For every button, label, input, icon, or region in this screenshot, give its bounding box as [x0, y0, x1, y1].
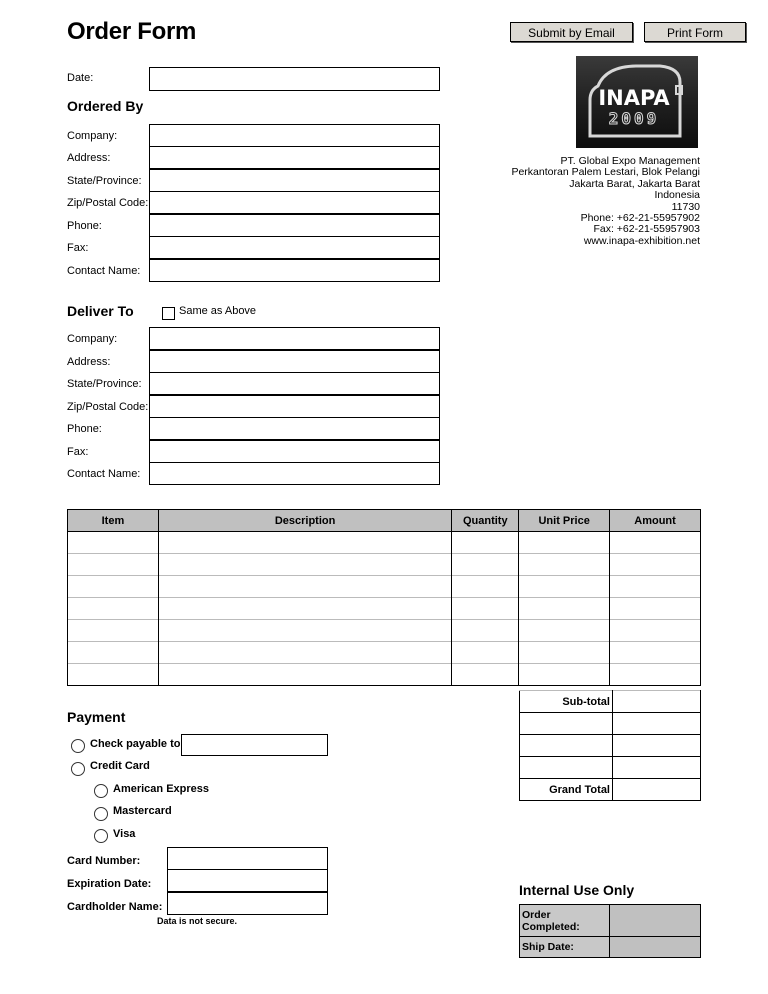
- col-amount: Amount: [610, 510, 701, 532]
- table-row: [68, 664, 701, 686]
- unit-price-cell[interactable]: [519, 576, 610, 598]
- deliver-address-label: Address:: [67, 356, 111, 368]
- deliver-contact-label: Contact Name:: [67, 468, 141, 480]
- amount-cell[interactable]: [610, 554, 701, 576]
- totals-blank-label: [520, 757, 613, 779]
- quantity-cell[interactable]: [452, 664, 519, 686]
- quantity-cell[interactable]: [452, 576, 519, 598]
- ordered-address-input[interactable]: [149, 146, 440, 169]
- col-unit-price: Unit Price: [519, 510, 610, 532]
- mastercard-label: Mastercard: [113, 805, 172, 817]
- ordered-state-label: State/Province:: [67, 175, 142, 187]
- address-country: Indonesia: [654, 189, 700, 202]
- grand-total-label: Grand Total: [520, 779, 613, 801]
- date-label: Date:: [67, 72, 94, 84]
- deliver-state-label: State/Province:: [67, 378, 142, 390]
- ordered-company-input[interactable]: [149, 124, 440, 147]
- amount-cell[interactable]: [610, 642, 701, 664]
- ordered-state-input[interactable]: [149, 169, 440, 192]
- ordered-by-heading: Ordered By: [67, 98, 144, 114]
- internal-use-heading: Internal Use Only: [519, 882, 635, 898]
- quantity-cell[interactable]: [452, 532, 519, 554]
- deliver-company-input[interactable]: [149, 327, 440, 350]
- deliver-contact-input[interactable]: [149, 462, 440, 485]
- company-name: PT. Global Expo Management: [560, 155, 700, 167]
- company-fax: Fax: +62-21-55957903: [593, 223, 700, 236]
- company-phone: Phone: +62-21-55957902: [580, 212, 700, 225]
- company-website: www.inapa-exhibition.net: [583, 234, 700, 247]
- item-cell[interactable]: [68, 576, 159, 598]
- item-cell[interactable]: [68, 664, 159, 686]
- table-row: [68, 620, 701, 642]
- ship-date-value[interactable]: [610, 937, 701, 958]
- order-completed-label: Order Completed:: [520, 905, 610, 937]
- deliver-phone-input[interactable]: [149, 417, 440, 440]
- description-cell[interactable]: [158, 620, 451, 642]
- description-cell[interactable]: [158, 664, 451, 686]
- totals-blank-value[interactable]: [613, 735, 701, 757]
- deliver-fax-label: Fax:: [67, 446, 89, 458]
- address-line: Perkantoran Palem Lestari, Blok Pelangi: [511, 166, 700, 179]
- description-cell[interactable]: [158, 554, 451, 576]
- ordered-zip-input[interactable]: [149, 191, 440, 214]
- check-payable-radio[interactable]: [71, 739, 85, 753]
- unit-price-cell[interactable]: [519, 532, 610, 554]
- subtotal-value[interactable]: [613, 691, 701, 713]
- unit-price-cell[interactable]: [519, 620, 610, 642]
- cardholder-name-input[interactable]: [167, 892, 328, 915]
- visa-radio[interactable]: [94, 829, 108, 843]
- col-quantity: Quantity: [452, 510, 519, 532]
- deliver-to-heading: Deliver To: [67, 303, 134, 319]
- ordered-company-label: Company:: [67, 130, 118, 142]
- amount-cell[interactable]: [610, 576, 701, 598]
- unit-price-cell[interactable]: [519, 598, 610, 620]
- table-row: [68, 642, 701, 664]
- visa-label: Visa: [113, 828, 136, 840]
- amount-cell[interactable]: [610, 598, 701, 620]
- deliver-address-input[interactable]: [149, 350, 440, 373]
- logo-year: 2009: [608, 109, 660, 128]
- ordered-phone-input[interactable]: [149, 214, 440, 237]
- ordered-contact-label: Contact Name:: [67, 265, 141, 277]
- address-city: Jakarta Barat, Jakarta Barat: [569, 177, 700, 190]
- expiration-date-label: Expiration Date:: [67, 878, 152, 890]
- check-payable-label: Check payable to: [90, 738, 181, 750]
- deliver-phone-label: Phone:: [67, 423, 102, 435]
- ordered-fax-input[interactable]: [149, 236, 440, 259]
- ordered-zip-label: Zip/Postal Code:: [67, 197, 149, 209]
- ordered-fax-label: Fax:: [67, 242, 89, 254]
- deliver-zip-label: Zip/Postal Code:: [67, 401, 149, 413]
- company-address: [511, 156, 700, 247]
- amount-cell[interactable]: [610, 532, 701, 554]
- item-cell[interactable]: [68, 620, 159, 642]
- col-description: Description: [158, 510, 451, 532]
- quantity-cell[interactable]: [452, 620, 519, 642]
- description-cell[interactable]: [158, 642, 451, 664]
- logo-graphic: [576, 56, 698, 148]
- submit-by-email-button[interactable]: Submit by Email: [510, 22, 633, 42]
- description-cell[interactable]: [158, 598, 451, 620]
- card-number-label: Card Number:: [67, 855, 141, 867]
- order-completed-value[interactable]: [610, 905, 701, 937]
- ordered-address-label: Address:: [67, 152, 111, 164]
- deliver-fax-input[interactable]: [149, 440, 440, 463]
- print-form-button[interactable]: Print Form: [644, 22, 746, 42]
- amex-radio[interactable]: [94, 784, 108, 798]
- address-postal: 11730: [671, 200, 700, 213]
- security-note: Data is not secure.: [157, 916, 238, 926]
- expiration-date-input[interactable]: [167, 869, 328, 892]
- check-payable-input[interactable]: [181, 734, 328, 756]
- totals-blank-value[interactable]: [613, 757, 701, 779]
- table-row: [68, 576, 701, 598]
- date-input[interactable]: [149, 67, 440, 91]
- description-cell[interactable]: [158, 576, 451, 598]
- table-row: [68, 532, 701, 554]
- totals-blank-value[interactable]: [613, 713, 701, 735]
- quantity-cell[interactable]: [452, 642, 519, 664]
- amex-label: American Express: [113, 783, 209, 795]
- totals-blank-label: [520, 735, 613, 757]
- description-cell[interactable]: [158, 532, 451, 554]
- ordered-contact-input[interactable]: [149, 259, 440, 282]
- payment-heading: Payment: [67, 709, 126, 725]
- same-as-above-checkbox[interactable]: [162, 307, 175, 320]
- unit-price-cell[interactable]: [519, 642, 610, 664]
- item-cell[interactable]: [68, 642, 159, 664]
- unit-price-cell[interactable]: [519, 664, 610, 686]
- deliver-zip-input[interactable]: [149, 395, 440, 418]
- credit-card-radio[interactable]: [71, 762, 85, 776]
- cardholder-name-label: Cardholder Name:: [67, 901, 163, 913]
- totals-blank-label: [520, 713, 613, 735]
- item-cell[interactable]: [68, 554, 159, 576]
- item-cell[interactable]: [68, 598, 159, 620]
- totals-table: [519, 690, 701, 801]
- ordered-phone-label: Phone:: [67, 220, 102, 232]
- item-cell[interactable]: [68, 532, 159, 554]
- credit-card-label: Credit Card: [90, 760, 150, 772]
- logo-text: INAPA: [598, 86, 670, 110]
- internal-use-table: [519, 904, 701, 958]
- quantity-cell[interactable]: [452, 598, 519, 620]
- quantity-cell[interactable]: [452, 554, 519, 576]
- deliver-company-label: Company:: [67, 333, 118, 345]
- ship-date-label: Ship Date:: [520, 937, 610, 958]
- subtotal-label: Sub-total: [520, 691, 613, 713]
- amount-cell[interactable]: [610, 664, 701, 686]
- amount-cell[interactable]: [610, 620, 701, 642]
- grand-total-value[interactable]: [613, 779, 701, 801]
- inapa-logo: [576, 56, 698, 148]
- same-as-above-label: Same as Above: [179, 305, 257, 317]
- table-row: [68, 554, 701, 576]
- col-item: Item: [68, 510, 159, 532]
- mastercard-radio[interactable]: [94, 807, 108, 821]
- items-table: [67, 509, 701, 686]
- deliver-state-input[interactable]: [149, 372, 440, 395]
- page-title: Order Form: [67, 18, 197, 45]
- table-row: [68, 598, 701, 620]
- card-number-input[interactable]: [167, 847, 328, 870]
- unit-price-cell[interactable]: [519, 554, 610, 576]
